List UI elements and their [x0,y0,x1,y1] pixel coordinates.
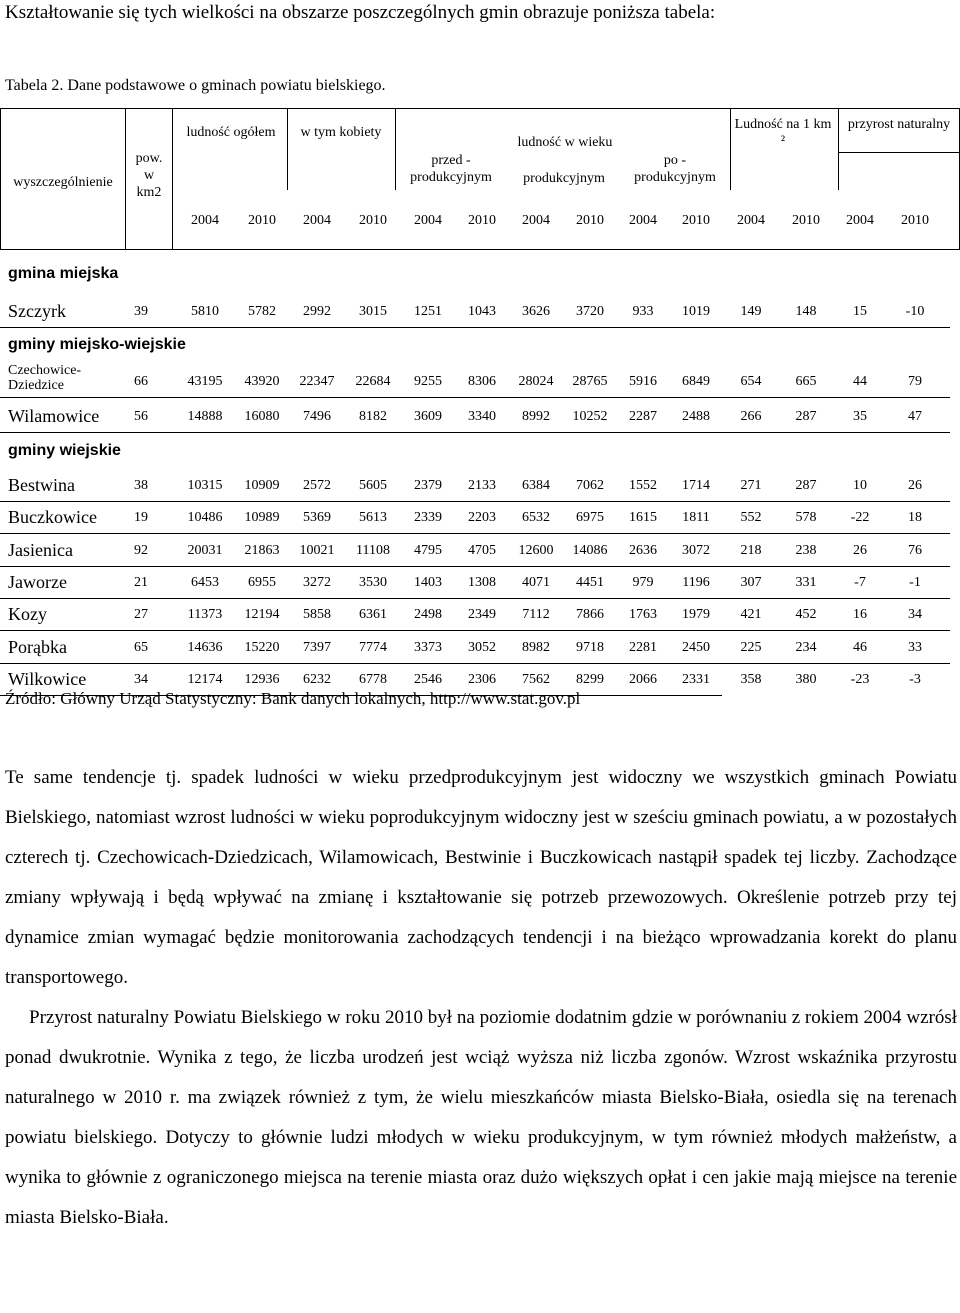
table-cell: 12936 [244,672,280,687]
header-year: 2010 [792,213,820,228]
table-cell: 6778 [359,672,387,687]
table-cell: 2546 [414,672,442,687]
header-year: 2004 [629,213,657,228]
table-cell: 2281 [629,640,657,655]
header-w-tym-kobiety: w tym kobiety [300,125,382,140]
table-cell: 6849 [682,374,710,389]
header-year: 2004 [846,213,874,228]
table-cell: 43920 [244,374,280,389]
paragraph: Te same tendencje tj. spadek ludności w wieku przedprodukcyjnym jest widoczny we wszystkich gminach Powiatu Bielskiego, natomiast wzrost ludności w wieku poprodukcyjnym widoczny jest w sześciu gminach powiatu, a w pozostałych czterech tj. Czechowicach-Dziedzicach, Wilamowicach, Bestwinie i Buczkowicach nastąpił spadek tej liczby. Zachodzące zmiany wpływają i będą wpływać na zmianę i kształtowanie się potrzeb przewozowych. Określenie potrzeb przy tej dynamice zmian wymagać będzie monitorowania zachodzących tendencji i na bieżąco wprowadzania korekt do planu transportowego. [5,767,957,988]
table-cell: 1714 [682,478,710,493]
table-cell: 2636 [629,543,657,558]
table-cell: 271 [740,478,762,493]
table-cell: 287 [795,409,817,424]
header-ludnosc-w-wieku: ludność w wieku [517,135,613,150]
table-cell: 3373 [414,640,442,655]
header-ludnosc-na-km: Ludność na 1 km ² [734,117,832,149]
table-cell: 34 [908,607,922,622]
table-cell: 5369 [303,510,331,525]
table-cell: 380 [795,672,817,687]
table-cell: 5613 [359,510,387,525]
row-pow: 21 [134,575,148,590]
table-cell: 3720 [576,304,604,319]
group-label-miejska: gmina miejska [8,265,119,282]
row-pow: 38 [134,478,148,493]
table-cell: 1251 [414,304,442,319]
table-cell: 7866 [576,607,604,622]
table-cell: 287 [795,478,817,493]
table-cell: 149 [740,304,762,319]
row-name: Jasienica [8,540,73,560]
row-name: Szczyrk [8,301,66,321]
table-cell: -22 [850,510,870,525]
table-cell: 8299 [576,672,604,687]
header-pow: pow. w km2 [135,151,163,200]
header-year: 2010 [682,213,710,228]
table-cell: 1043 [468,304,496,319]
table-cell: 46 [853,640,867,655]
table-cell: 266 [740,409,762,424]
header-po: po - produkcyjnym [634,153,716,185]
table-cell: 654 [740,374,762,389]
table-cell: 218 [740,543,762,558]
header-przed: przed - produkcyjnym [410,153,492,185]
table-cell: 12600 [518,543,554,558]
table-cell: 10021 [299,543,335,558]
row-pow: 27 [134,607,148,622]
table-cell: 1979 [682,607,710,622]
table-cell: 7562 [522,672,550,687]
table-cell: 14086 [572,543,608,558]
table-cell: 22684 [355,374,391,389]
table-cell: 12194 [244,607,280,622]
row-name: Wilamowice [8,406,100,426]
table-cell: 665 [795,374,817,389]
header-year: 2010 [576,213,604,228]
table-cell: 5605 [359,478,387,493]
row-pow: 34 [134,672,148,687]
table-cell: -23 [850,672,870,687]
header-ludnosc-ogolem: ludność ogółem [186,125,276,140]
table-cell: 15220 [244,640,280,655]
row-pow: 56 [134,409,148,424]
table-cell: 8306 [468,374,496,389]
table-cell: 1552 [629,478,657,493]
table-cell: 4451 [576,575,604,590]
table-cell: 10252 [572,409,608,424]
table-cell: 1763 [629,607,657,622]
intro-text: Kształtowanie się tych wielkości na obszarze poszczególnych gmin obrazuje poniższa tabela: [5,2,716,23]
row-name: Porąbka [8,637,67,657]
table-cell: 79 [908,374,922,389]
table-cell: 5916 [629,374,657,389]
group-label-wiejskie: gminy wiejskie [8,442,121,459]
table-cell: 14636 [187,640,223,655]
table-cell: 3272 [303,575,331,590]
table-cell: 33 [908,640,922,655]
table-cell: 9255 [414,374,442,389]
row-name: Czechowice-Dziedzice [8,363,82,393]
table-cell: 5810 [191,304,219,319]
table-cell: 28765 [572,374,608,389]
table-cell: 933 [632,304,654,319]
table-cell: 7774 [359,640,387,655]
table-cell: 16 [853,607,867,622]
table-cell: 2379 [414,478,442,493]
table-cell: 6453 [191,575,219,590]
table-cell: 3626 [522,304,550,319]
table-cell: 358 [740,672,762,687]
row-name: Bestwina [8,475,75,495]
table-cell: 3530 [359,575,387,590]
table-cell: 11373 [187,607,223,622]
table-cell: 10909 [244,478,280,493]
table-cell: 76 [908,543,922,558]
table-cell: 979 [632,575,654,590]
table-cell: 4071 [522,575,550,590]
table-cell: 7112 [522,607,550,622]
table-cell: 578 [795,510,817,525]
table-cell: 8982 [522,640,550,655]
table-cell: 6384 [522,478,550,493]
header-wyszczegolnienie: wyszczególnienie [13,175,113,190]
table-cell: 18 [908,510,922,525]
table-cell: 22347 [299,374,335,389]
table-cell: 10 [853,478,867,493]
header-year: 2010 [248,213,276,228]
row-pow: 39 [134,304,148,319]
table-cell: 6361 [359,607,387,622]
table-cell: 552 [740,510,762,525]
table-cell: 6955 [248,575,276,590]
table-cell: 6975 [576,510,604,525]
table-cell: 148 [795,304,817,319]
table-cell: 2992 [303,304,331,319]
header-produkcyjnym: produkcyjnym [523,171,605,186]
table-cell: 2331 [682,672,710,687]
table-cell: 2349 [468,607,496,622]
table-cell: 12174 [187,672,223,687]
table-cell: 9718 [576,640,604,655]
table-cell: 43195 [187,374,223,389]
table-cell: 20031 [187,543,223,558]
row-pow: 92 [134,543,148,558]
table-cell: 7062 [576,478,604,493]
header-year: 2004 [191,213,219,228]
table-cell: 4795 [414,543,442,558]
row-name: Wilkowice [8,669,87,689]
row-name: Kozy [8,604,47,624]
table-cell: 44 [853,374,867,389]
table-cell: 1811 [682,510,710,525]
table-cell: 2498 [414,607,442,622]
table-cell: 6232 [303,672,331,687]
header-year: 2010 [359,213,387,228]
table-cell: 35 [853,409,867,424]
table-cell: 26 [908,478,922,493]
row-pow: 66 [134,374,148,389]
table-cell: 15 [853,304,867,319]
table-cell: 10315 [187,478,223,493]
header-przyrost: przyrost naturalny [847,117,951,132]
table-cell: 7397 [303,640,331,655]
table-cell: 2287 [629,409,657,424]
table-cell: 2133 [468,478,496,493]
table-cell: 3609 [414,409,442,424]
table-cell: 2066 [629,672,657,687]
header-year: 2010 [468,213,496,228]
table-cell: 16080 [244,409,280,424]
table-cell: 21863 [244,543,280,558]
row-pow: 19 [134,510,148,525]
row-pow: 65 [134,640,148,655]
body-text [5,758,957,1238]
table-cell: 3072 [682,543,710,558]
table-cell: 1615 [629,510,657,525]
table-cell: 10989 [244,510,280,525]
table-cell: -7 [854,575,866,590]
table-cell: 14888 [187,409,223,424]
table-cell: -10 [905,304,925,319]
table-cell: 8182 [359,409,387,424]
table-cell: 2203 [468,510,496,525]
source-note: Źródło: Główny Urząd Statystyczny: Bank danych lokalnych, http://www.stat.gov.pl [5,689,581,708]
table-cell: 10486 [187,510,223,525]
table-cell: 1403 [414,575,442,590]
table-cell: 307 [740,575,762,590]
table-cell: 1308 [468,575,496,590]
header-year: 2010 [901,213,929,228]
table-cell: 47 [908,409,922,424]
table-cell: 1196 [682,575,710,590]
table-cell: 3340 [468,409,496,424]
group-label-miejsko-wiejskie: gminy miejsko-wiejskie [8,336,186,353]
header-year: 2004 [737,213,765,228]
table-cell: 1019 [682,304,710,319]
table-cell: 234 [795,640,817,655]
header-year: 2004 [303,213,331,228]
table-cell: 452 [795,607,817,622]
table-cell: 225 [740,640,762,655]
table-cell: 331 [795,575,817,590]
table-caption: Tabela 2. Dane podstawowe o gminach powiatu bielskiego. [5,77,386,94]
table-cell: 421 [740,607,762,622]
header-year: 2004 [414,213,442,228]
table-cell: 2572 [303,478,331,493]
row-name: Jaworze [8,572,67,592]
table-cell: 2306 [468,672,496,687]
table-cell: 2488 [682,409,710,424]
table-cell: 3052 [468,640,496,655]
paragraph: Przyrost naturalny Powiatu Bielskiego w roku 2010 był na poziomie dodatnim gdzie w porównaniu z rokiem 2004 wzrósł ponad dwukrotnie. Wynika z tego, że liczba urodzeń jest wciąż wyższa niż liczba zgonów. Wzrost wskaźnika przyrostu naturalnego w 2010 r. ma związek również z tym, że wielu mieszkańców miasta Bielsko-Biała, osiedla się na terenach powiatu bielskiego. Dotyczy to głównie ludzi młodych w wieku produkcyjnym, w tym również młodych małżeństw, a wynika to głównie z ograniczonego miejsca na terenie miasta oraz dużo większych opłat i cen jakie mają miejsce na terenie miasta Bielsko-Biała. [5,1007,957,1228]
table-cell: -1 [909,575,921,590]
table-cell: 3015 [359,304,387,319]
table-cell: 26 [853,543,867,558]
table-cell: 28024 [518,374,554,389]
table-cell: 238 [795,543,817,558]
table-cell: 6532 [522,510,550,525]
table-cell: 2339 [414,510,442,525]
table-cell: 5858 [303,607,331,622]
table-cell: 8992 [522,409,550,424]
table-cell: 5782 [248,304,276,319]
table-cell: 2450 [682,640,710,655]
table-cell: 4705 [468,543,496,558]
table-cell: 11108 [356,543,390,558]
row-name: Buczkowice [8,507,97,527]
table-cell: 7496 [303,409,331,424]
table-header [0,108,960,250]
header-year: 2004 [522,213,550,228]
table-cell: -3 [909,672,921,687]
